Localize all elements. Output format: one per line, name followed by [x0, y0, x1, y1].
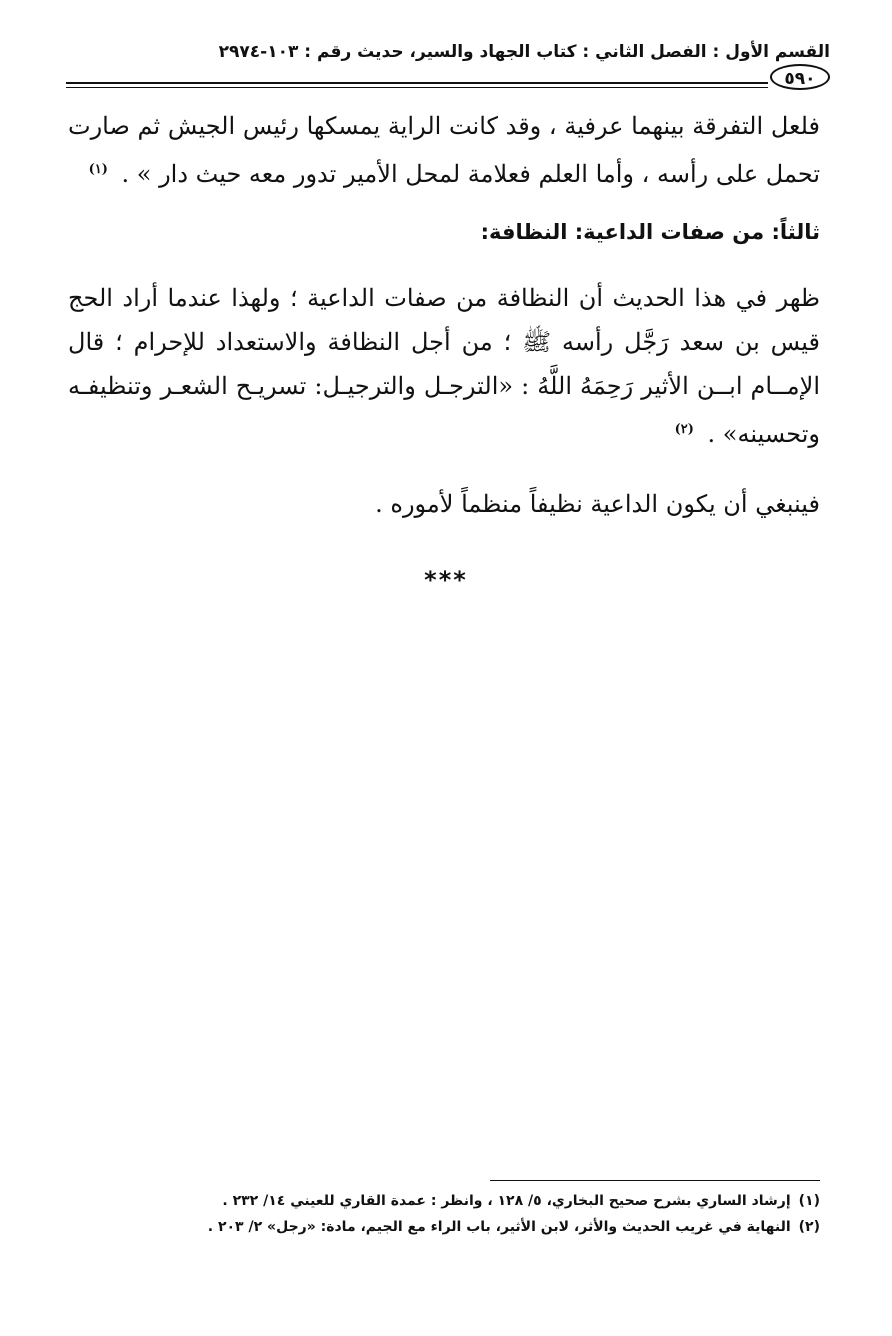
section-heading: ثالثاً: من صفات الداعية: النظافة:: [480, 220, 820, 244]
running-header: القسم الأول : الفصل الثاني : كتاب الجهاد والسير، حديث رقم : ١٠٣-٢٩٧٤: [218, 42, 830, 62]
footnotes: [60, 1188, 820, 1240]
header-rule: [66, 82, 768, 84]
paragraph-1-text: فلعل التفرقة بينهما عرفية ، وقد كانت الراية يمسكها رئيس الجيش ثم صارت تحمل على رأسه ، وأما العلم فعلامة لمحل الأمير تدور معه حيث دار » .: [68, 112, 820, 188]
footnote-ref-1: (١): [88, 162, 108, 177]
paragraph-2-text: ظهر في هذا الحديث أن النظافة من صفات الداعية ؛ ولهذا عندما أراد الحج قيس بن سعد رَجَّل رأسه ﷺ ؛ من أجل النظافة والاستعداد للإحرام ؛ قال الإمــام ابــن الأثير رَحِمَهُ اللَّهُ : «الترجـل والترجيـل: تسريـح الشعـر وتنظيفـه وتحسينه» .: [68, 284, 820, 448]
footnote-2: [60, 1214, 820, 1240]
footnote-ref-2: (٢): [674, 422, 694, 437]
paragraph-2: [68, 276, 820, 456]
footnote-rule: [490, 1180, 820, 1181]
section-separator: ***: [424, 566, 468, 594]
paragraph-1: [68, 104, 820, 196]
header-rule-thin: [66, 87, 768, 88]
footnote-1: [60, 1188, 820, 1214]
main-content: [68, 104, 820, 526]
footnote-1-text: إرشاد الساري بشرح صحيح البخاري، ٥/ ١٢٨ ، وانظر : عمدة القاري للعيني ١٤/ ٢٣٢ .: [222, 1193, 791, 1209]
footnote-2-text: النهاية في غريب الحديث والأثر، لابن الأثير، باب الراء مع الجيم، مادة: «رجل» ٢/ ٢٠٣ .: [207, 1219, 791, 1235]
footnote-2-marker: (٢): [798, 1219, 820, 1235]
paragraph-3: فينبغي أن يكون الداعية نظيفاً منظماً لأموره .: [375, 490, 820, 518]
footnote-1-marker: (١): [798, 1193, 820, 1209]
page-number: ٥٩٠: [770, 64, 830, 90]
